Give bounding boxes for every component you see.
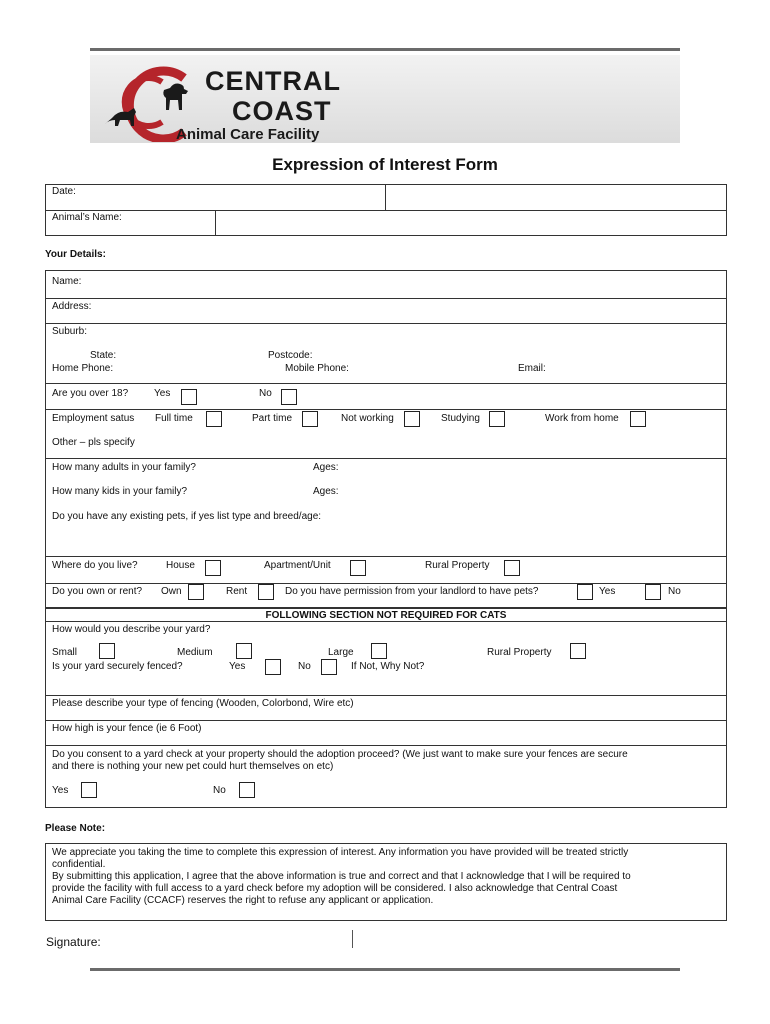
name-label: Name: <box>52 276 82 287</box>
kids-label: How many kids in your family? <box>52 486 188 497</box>
consent-no-label: No <box>213 785 226 796</box>
note-line-4: provide the facility with full access to a yard check before my adoption will be considered. I also acknowledge that Central Coast <box>52 883 618 894</box>
yard-large-label: Large <box>328 647 354 658</box>
mobile-phone-label: Mobile Phone: <box>285 363 349 374</box>
own-checkbox[interactable] <box>188 584 204 600</box>
fenced-no-checkbox[interactable] <box>321 659 337 675</box>
your-details-heading: Your Details: <box>45 249 106 260</box>
signature-field[interactable] <box>110 928 350 950</box>
adults-label: How many adults in your family? <box>52 462 196 473</box>
yard-medium-label: Medium <box>177 647 213 658</box>
kids-ages-label: Ages: <box>313 486 339 497</box>
postcode-label: Postcode: <box>268 350 313 361</box>
email-label: Email: <box>518 363 546 374</box>
apartment-checkbox[interactable] <box>350 560 366 576</box>
state-label: State: <box>90 350 117 361</box>
fenced-no-label: No <box>298 661 311 672</box>
permission-yes-label: Yes <box>599 586 616 597</box>
fencing-type-label: Please describe your type of fencing (Wooden, Colorbond, Wire etc) <box>52 698 354 709</box>
full-time-label: Full time <box>155 413 193 424</box>
apartment-label: Apartment/Unit <box>264 560 331 571</box>
please-note-heading: Please Note: <box>45 823 106 834</box>
studying-label: Studying <box>441 413 480 424</box>
note-line-5: Animal Care Facility (CCACF) reserves the right to refuse any applicant or application. <box>52 895 434 906</box>
other-specify-label: Other – pls specify <box>52 437 135 448</box>
yard-small-label: Small <box>52 647 78 658</box>
yard-describe-label: How would you describe your yard? <box>52 624 211 635</box>
employment-label: Employment satus <box>52 413 135 424</box>
yard-check-consent-line2: and there is nothing your new pet could hurt themselves on etc) <box>52 761 334 772</box>
work-from-home-checkbox[interactable] <box>630 411 646 427</box>
permission-no-label: No <box>668 586 681 597</box>
note-line-2: confidential. <box>52 859 106 870</box>
form-title: Expression of Interest Form <box>272 155 498 174</box>
bottom-rule <box>90 968 680 971</box>
logo-line-coast: COAST <box>232 96 332 126</box>
permission-yes-checkbox[interactable] <box>577 584 593 600</box>
over-18-yes-checkbox[interactable] <box>181 389 197 405</box>
consent-no-checkbox[interactable] <box>239 782 255 798</box>
consent-yes-checkbox[interactable] <box>81 782 97 798</box>
over-18-yes-label: Yes <box>154 388 171 399</box>
details-table <box>45 270 727 608</box>
where-live-label: Where do you live? <box>52 560 138 571</box>
part-time-checkbox[interactable] <box>302 411 318 427</box>
house-label: House <box>166 560 195 571</box>
not-working-label: Not working <box>341 413 394 424</box>
date-label: Date: <box>52 186 76 197</box>
consent-yes-label: Yes <box>52 785 69 796</box>
address-label: Address: <box>52 301 92 312</box>
top-rule <box>90 48 680 51</box>
yard-fenced-label: Is your yard securely fenced? <box>52 661 183 672</box>
date-field[interactable] <box>386 185 726 209</box>
rural-property-label: Rural Property <box>425 560 490 571</box>
rent-label: Rent <box>226 586 248 597</box>
animal-name-field[interactable] <box>216 211 726 235</box>
note-line-1: We appreciate you taking the time to complete this expression of interest. Any information you have provided will be treated strictly <box>52 847 629 858</box>
studying-checkbox[interactable] <box>489 411 505 427</box>
yard-rural-label: Rural Property <box>487 647 552 658</box>
logo-line-facility: Animal Care Facility <box>176 126 320 143</box>
note-line-3: By submitting this application, I agree that the above information is true and correct and that I acknowledge that I will be required to <box>52 871 631 882</box>
not-working-checkbox[interactable] <box>404 411 420 427</box>
logo-line-central: CENTRAL <box>205 66 341 96</box>
suburb-label: Suburb: <box>52 326 88 337</box>
own-rent-label: Do you own or rent? <box>52 586 143 597</box>
work-from-home-label: Work from home <box>545 413 619 424</box>
house-checkbox[interactable] <box>205 560 221 576</box>
rent-checkbox[interactable] <box>258 584 274 600</box>
yard-medium-checkbox[interactable] <box>236 643 252 659</box>
yard-small-checkbox[interactable] <box>99 643 115 659</box>
home-phone-label: Home Phone: <box>52 363 114 374</box>
over-18-no-label: No <box>259 388 272 399</box>
signature-label: Signature: <box>46 935 101 949</box>
over-18-no-checkbox[interactable] <box>281 389 297 405</box>
yard-check-consent-line1: Do you consent to a yard check at your property should the adoption proceed? (We just want to make sure your fences are secure <box>52 749 628 760</box>
full-time-checkbox[interactable] <box>206 411 222 427</box>
signature-divider <box>352 930 353 948</box>
animal-name-label: Animal’s Name: <box>52 212 122 223</box>
yard-rural-checkbox[interactable] <box>570 643 586 659</box>
if-not-why-label: If Not, Why Not? <box>351 661 425 672</box>
rural-property-checkbox[interactable] <box>504 560 520 576</box>
own-label: Own <box>161 586 182 597</box>
permission-no-checkbox[interactable] <box>645 584 661 600</box>
fenced-yes-label: Yes <box>229 661 246 672</box>
over-18-label: Are you over 18? <box>52 388 129 399</box>
landlord-permission-label: Do you have permission from your landlord to have pets? <box>285 586 539 597</box>
part-time-label: Part time <box>252 413 293 424</box>
adults-ages-label: Ages: <box>313 462 339 473</box>
existing-pets-label: Do you have any existing pets, if yes list type and breed/age: <box>52 511 322 522</box>
yard-large-checkbox[interactable] <box>371 643 387 659</box>
not-required-for-cats-heading: FOLLOWING SECTION NOT REQUIRED FOR CATS <box>265 610 507 621</box>
fenced-yes-checkbox[interactable] <box>265 659 281 675</box>
fence-height-label: How high is your fence (ie 6 Foot) <box>52 723 202 734</box>
